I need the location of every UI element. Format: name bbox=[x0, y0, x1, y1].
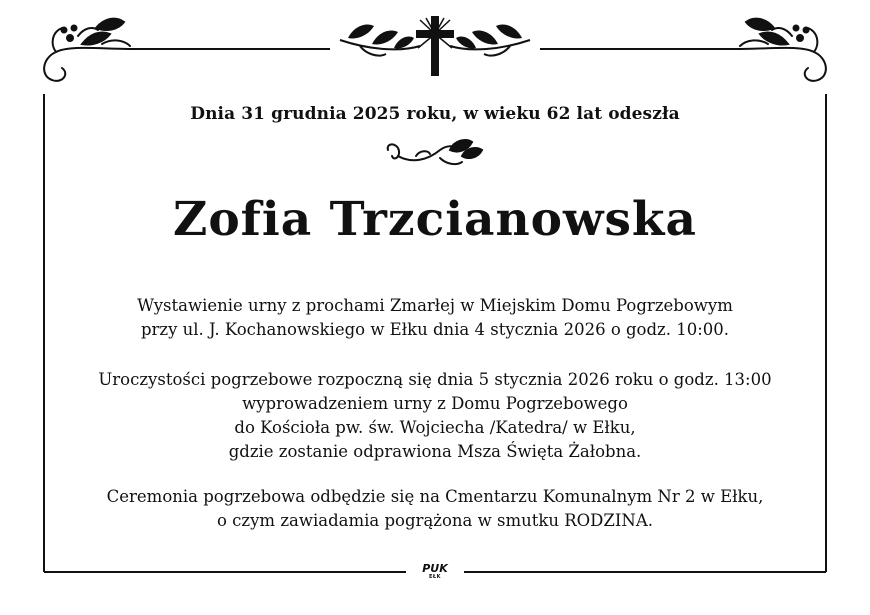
text-line: o czym zawiadamia pogrążona w smutku RODZINA. bbox=[217, 511, 653, 530]
logo-title: PUK bbox=[422, 562, 448, 575]
text-line: gdzie zostanie odprawiona Msza Święta Żałobna. bbox=[228, 442, 642, 461]
floral-corner-icon bbox=[738, 19, 826, 81]
puk-elk-logo bbox=[412, 563, 458, 580]
text-line: do Kościoła pw. św. Wojciecha /Katedra/ w Ełku, bbox=[234, 418, 636, 437]
text-line: Uroczystości pogrzebowe rozpoczną się dnia 5 stycznia 2026 roku o godz. 13:00 bbox=[98, 370, 772, 389]
floral-corner-icon bbox=[44, 19, 132, 81]
leaf-flourish-icon bbox=[388, 140, 482, 164]
deceased-name: Zofia Trzcianowska bbox=[173, 192, 697, 247]
text-line: przy ul. J. Kochanowskiego w Ełku dnia 4 stycznia 2026 o godz. 10:00. bbox=[140, 320, 730, 339]
urn-viewing-paragraph bbox=[0, 294, 870, 342]
burial-paragraph bbox=[0, 485, 870, 533]
text-line: Wystawienie urny z prochami Zmarłej w Miejskim Domu Pogrzebowym bbox=[137, 296, 733, 315]
death-date-line: Dnia 31 grudnia 2025 roku, w wieku 62 lat odeszła bbox=[190, 104, 680, 124]
cross-with-olive-branches-icon bbox=[340, 16, 530, 76]
funeral-ceremony-paragraph bbox=[0, 368, 870, 464]
text-line: wyprowadzeniem urny z Domu Pogrzebowego bbox=[242, 394, 628, 413]
text-line: Ceremonia pogrzebowa odbędzie się na Cmentarzu Komunalnym Nr 2 w Ełku, bbox=[106, 487, 764, 506]
logo-subtitle: EŁK bbox=[428, 574, 441, 580]
